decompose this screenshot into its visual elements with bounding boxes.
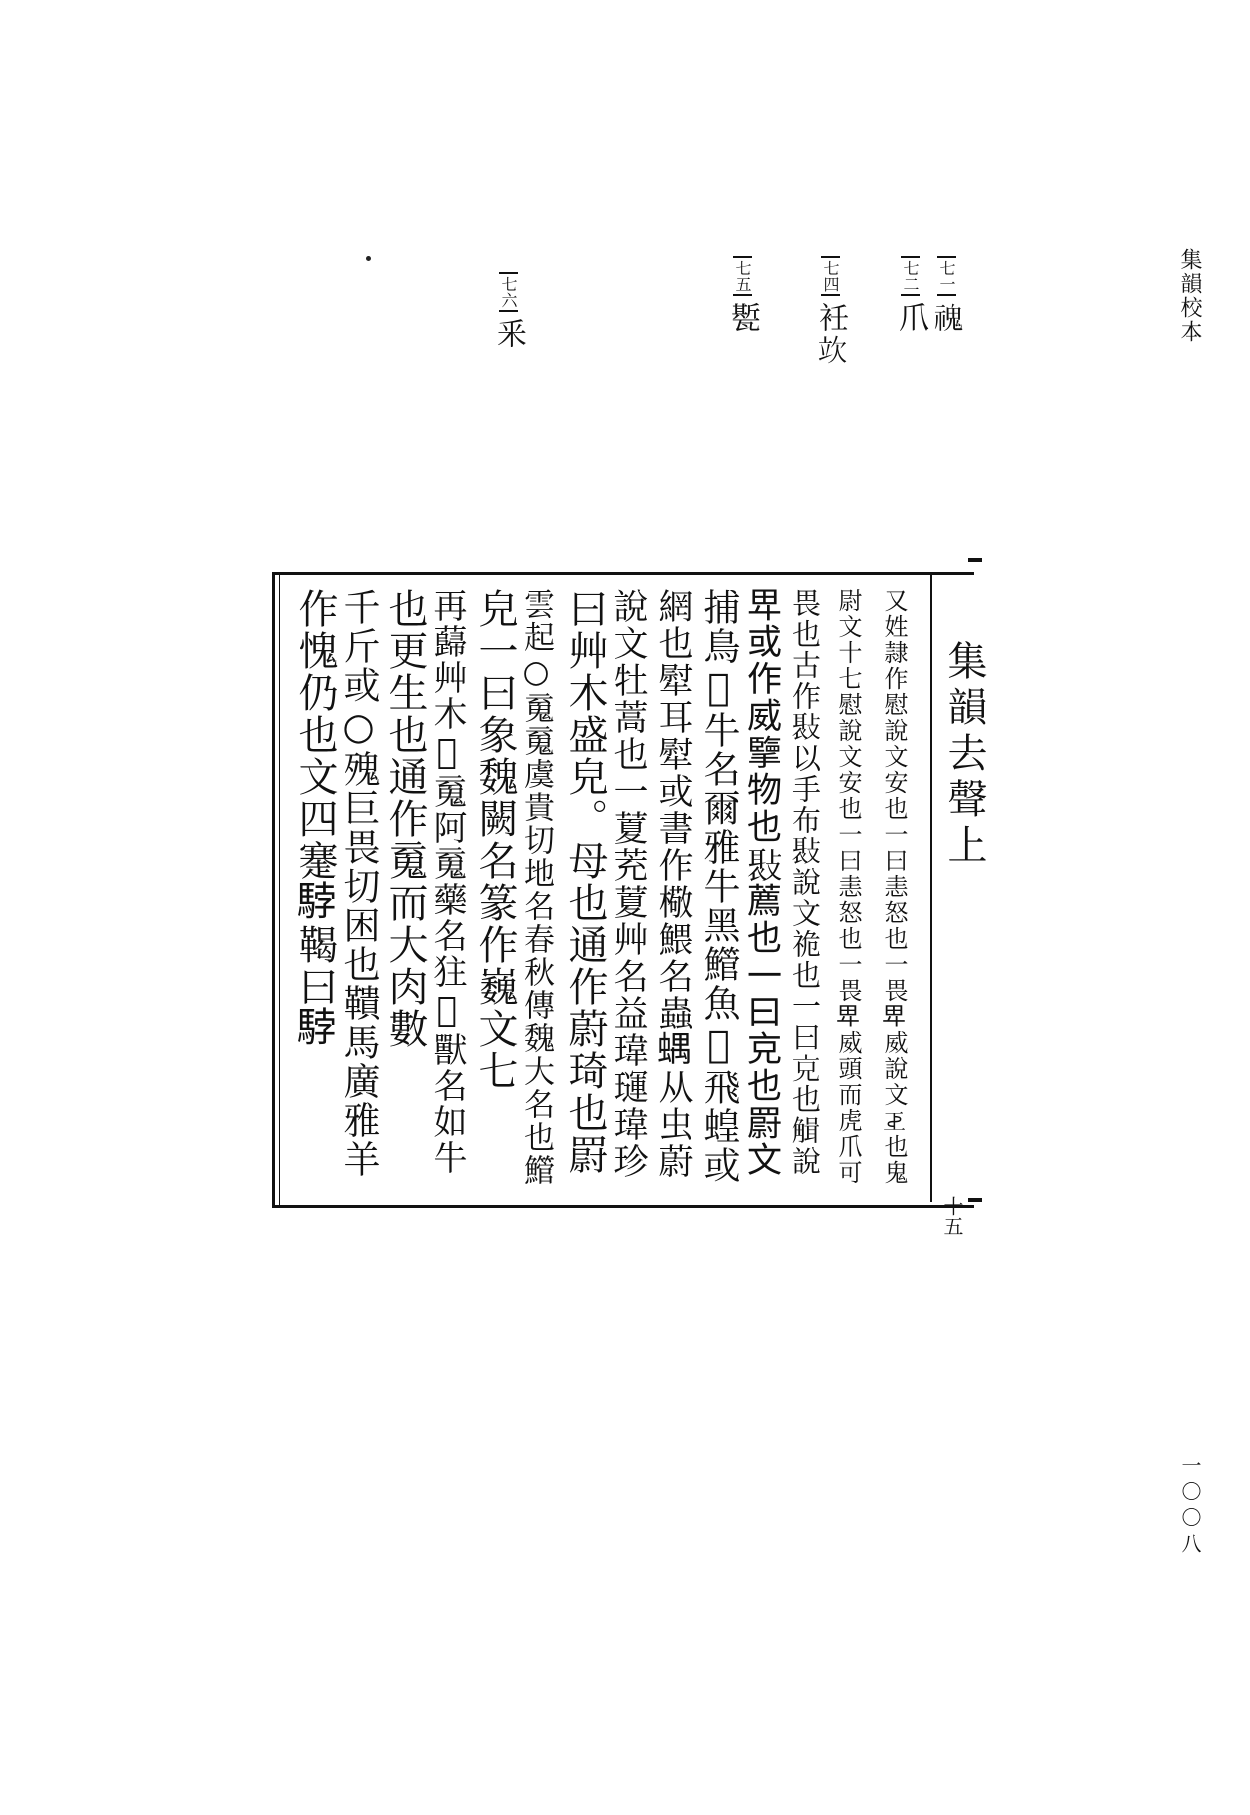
column-text: 畏也古作𢾸以手布𢾸說文祪也一曰𠑽也𧤏說: [788, 588, 822, 1177]
column-text: 皃一曰象魏闕名篆作巍文七: [472, 588, 518, 1092]
column-text: 作愧仍也文四䞿𩣡鞨曰𩣡: [292, 588, 338, 1050]
column-text: 又姓隷作慰說文安也一曰恚怒也一畏𤰞威說文𢀓也鬼: [880, 588, 908, 1186]
column-text: 網也犚耳犚或書作㯳鰃名蟲𧍪从虫蔚: [653, 588, 693, 1180]
note-number: 七二: [901, 256, 920, 296]
ink-dot: [366, 256, 371, 261]
text-column: [608, 588, 648, 1180]
text-column: [743, 588, 783, 1180]
text-column: [292, 588, 338, 1050]
column-text: 雲起○䰟䰟虞貴切地名春秋傳魏大名也䲘: [518, 588, 554, 1187]
collation-note-72: [888, 256, 932, 334]
text-column: [788, 588, 822, 1177]
text-column: [882, 588, 906, 1186]
text-column: [427, 588, 467, 1176]
column-text: 尉文十七慰說文安也一曰恚怒也一畏𤰞威頭而虎爪可: [834, 588, 862, 1186]
page-number: 一〇〇八: [1178, 1455, 1202, 1559]
text-column: [836, 588, 860, 1186]
note-text: 衽𣢦: [813, 302, 848, 366]
text-column: [382, 588, 428, 1050]
note-text: 爪: [893, 302, 928, 334]
collation-note-71: [928, 256, 965, 334]
text-column: [562, 588, 608, 1176]
frame-corner-mark-top: [968, 558, 982, 562]
column-text: 說文牡蒿也一𦷜茺𦷜艸名益瑋璭瑋珍: [608, 588, 648, 1180]
collation-note-74: [808, 256, 852, 366]
running-title: 集韻校本: [1177, 248, 1202, 344]
note-text: 𩲡: [929, 302, 964, 334]
column-text: 𤰞或作威擥物也𢾸薦也一曰𠑽也罻文: [743, 588, 783, 1180]
frame-corner-mark-bottom: [968, 1198, 982, 1202]
collation-note-75: [720, 256, 764, 334]
note-text: 釆: [491, 318, 526, 350]
text-column: [337, 588, 380, 1179]
text-column: [653, 588, 693, 1180]
column-text: 千斤或○㱱巨畏切困也鞼馬廣雅羊: [337, 588, 380, 1179]
fold-line: [930, 572, 932, 1202]
collation-note-76: [486, 272, 530, 350]
text-column: [518, 588, 554, 1187]
note-number: 七六: [499, 272, 518, 312]
fold-leaf-mark: 十五: [940, 1196, 964, 1236]
note-number: 七四: [821, 256, 840, 296]
text-column: [472, 588, 518, 1092]
column-text: 曰艸木盛皃。母也通作蔚琦也罻: [562, 588, 608, 1176]
fold-title: 集韻去聲上: [941, 640, 987, 870]
text-column: [697, 588, 740, 1185]
note-number: 七一: [937, 256, 956, 296]
note-number: 七五: [733, 256, 752, 296]
column-text: 也更生也通作䰟而大肉數: [382, 588, 428, 1050]
column-text: 再蘬艸木𣕟䰟阿䰟藥名㹥𤢵獸名如牛: [427, 588, 467, 1176]
column-text: 捕鳥𥶦牛名爾雅牛黑䲘魚𧒈飛蝗或: [697, 588, 740, 1185]
note-text: 㽄: [725, 302, 760, 334]
